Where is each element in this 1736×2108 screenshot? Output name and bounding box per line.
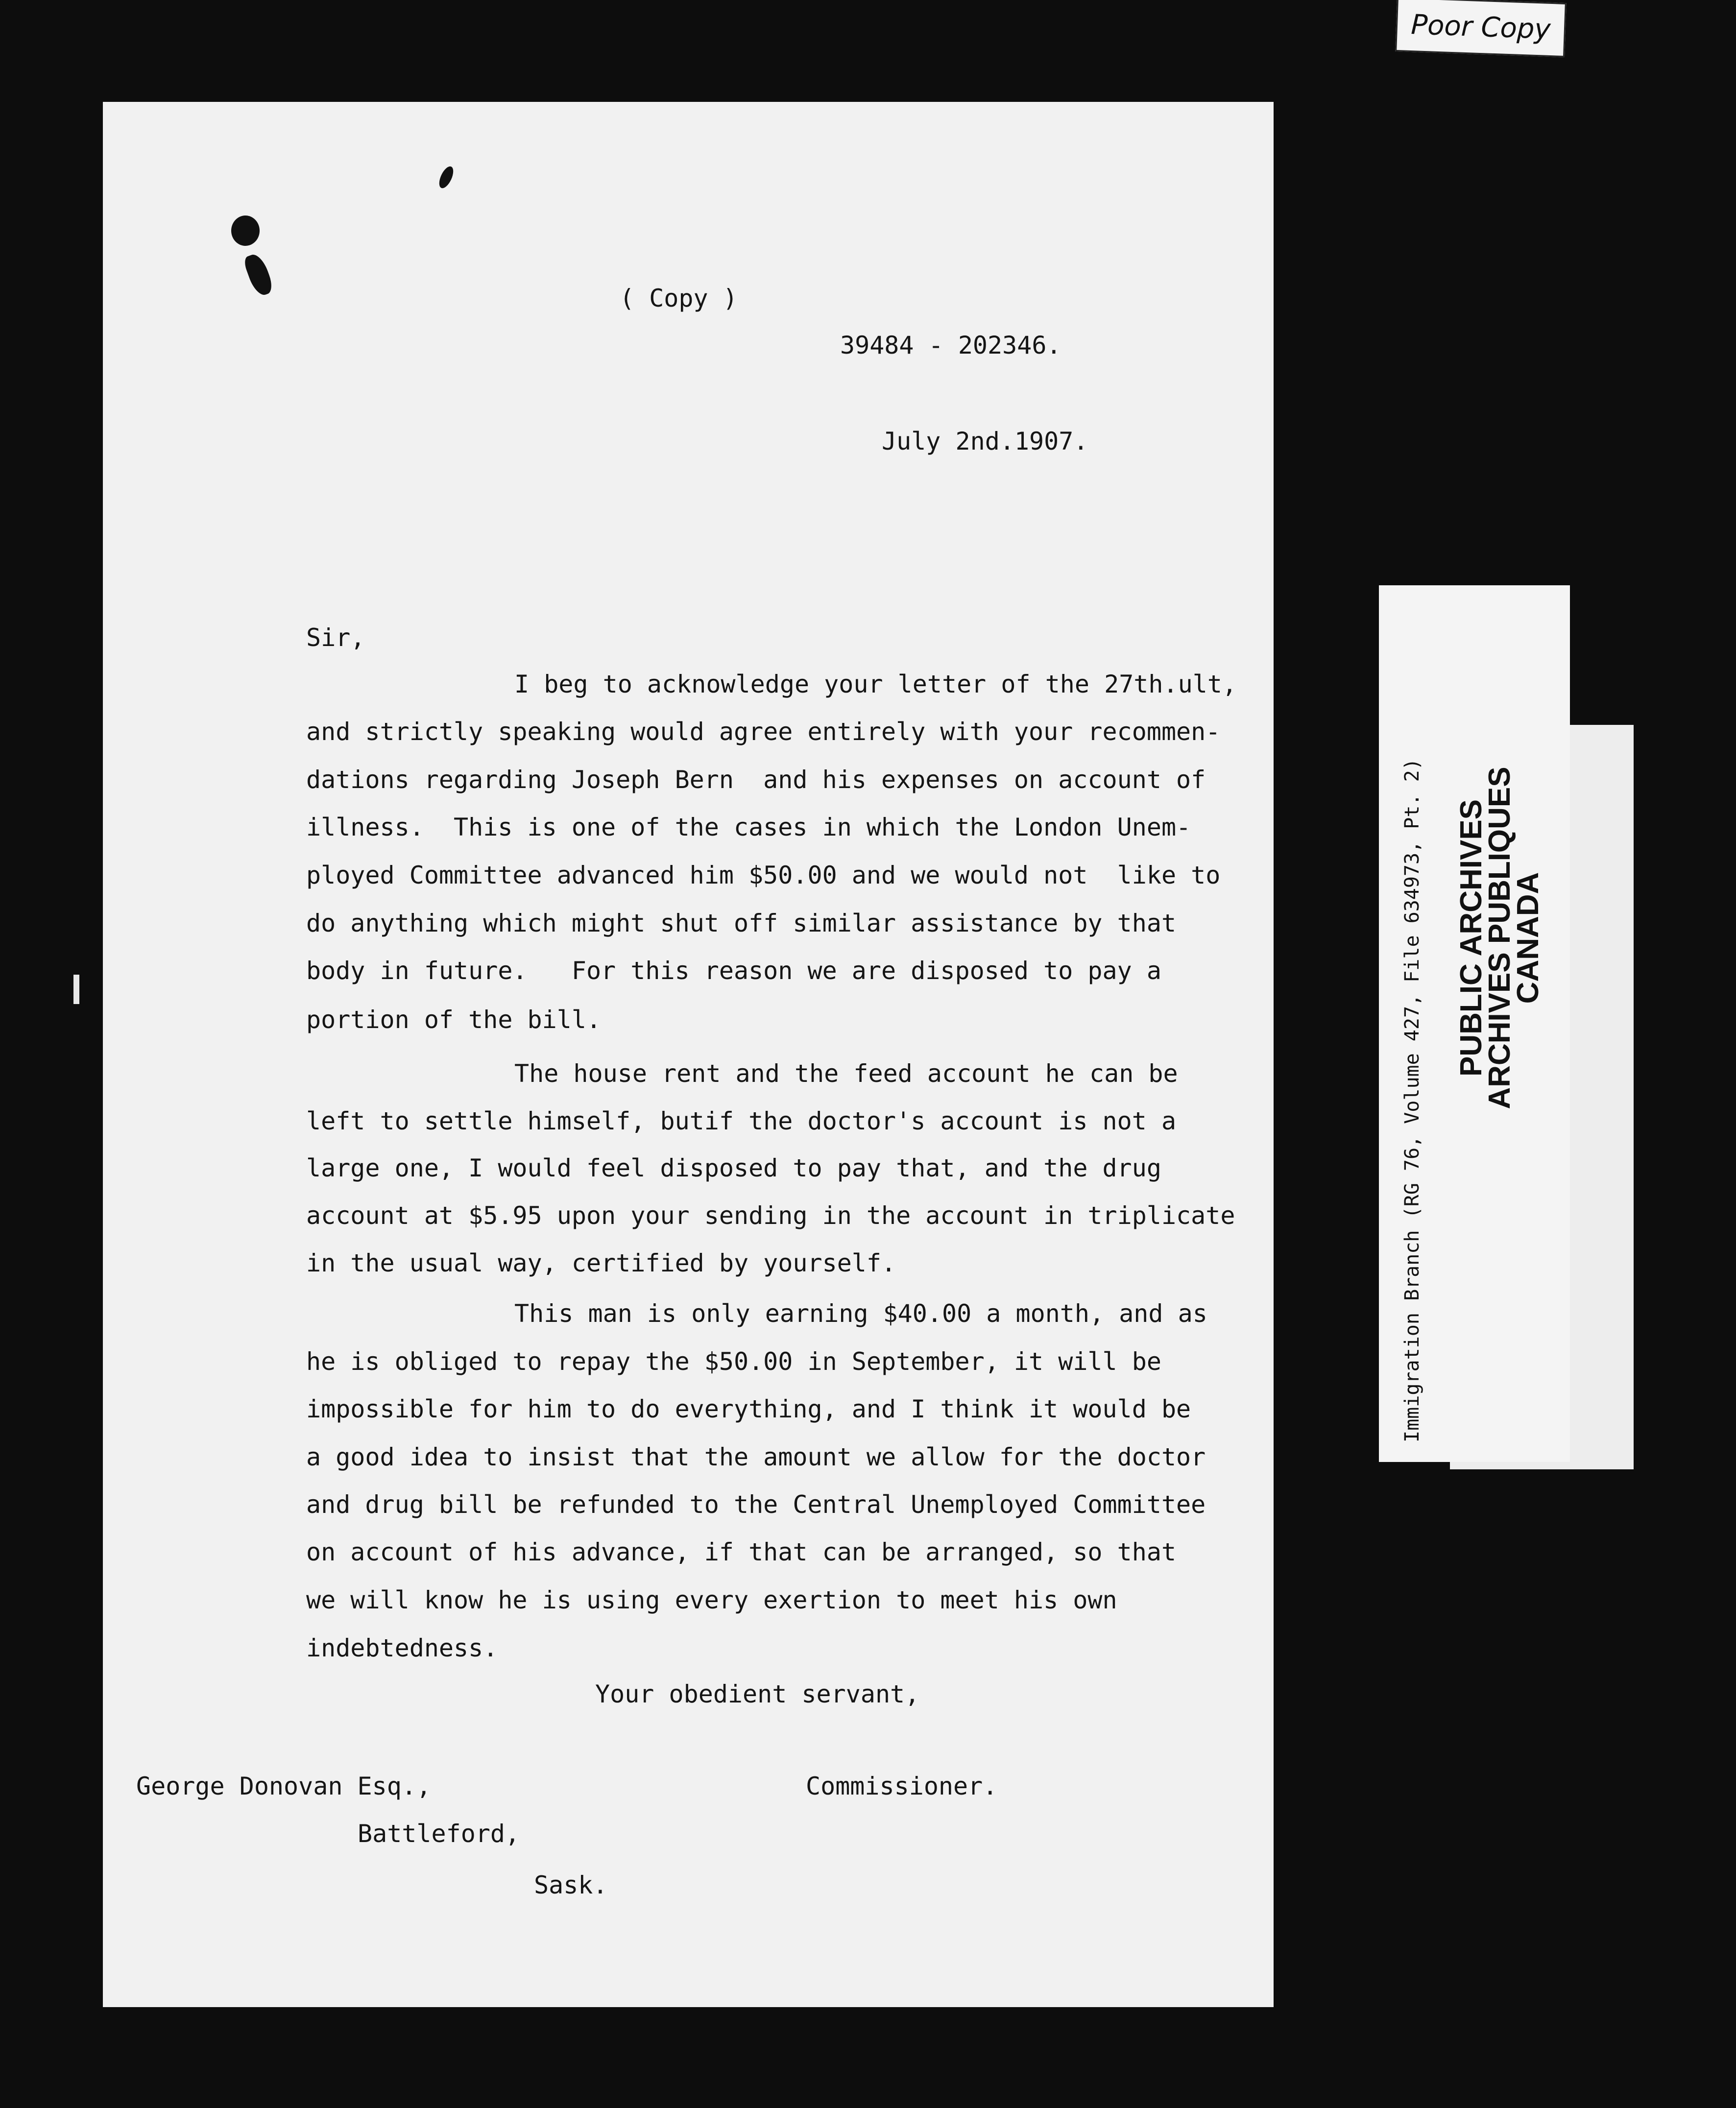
recipient-province: Sask.: [534, 1871, 608, 1899]
archive-stamp-line-2: ARCHIVES PUBLIQUES: [1483, 767, 1517, 1109]
archive-stamp-line-1: PUBLIC ARCHIVES: [1454, 799, 1488, 1077]
ink-blot: [436, 165, 456, 191]
copy-heading: ( Copy ): [620, 284, 738, 312]
archive-stamp-line-3: CANADA: [1511, 872, 1545, 1004]
signature-title: Commissioner.: [806, 1772, 998, 1800]
body-line: we will know he is using every exertion to meet his own: [306, 1586, 1117, 1614]
body-line: portion of the bill.: [306, 1006, 602, 1034]
body-line: This man is only earning $40.00 a month, and as: [514, 1299, 1207, 1328]
body-line: impossible for him to do everything, and I think it would be: [306, 1395, 1191, 1423]
body-line: illness. This is one of the cases in which the London Unem-: [306, 813, 1191, 841]
body-line: in the usual way, certified by yourself.: [306, 1249, 896, 1277]
archive-strip: [1379, 585, 1570, 1462]
letter-date: July 2nd.1907.: [882, 427, 1088, 455]
recipient-name: George Donovan Esq.,: [136, 1772, 432, 1800]
body-line: The house rent and the feed account he can be: [514, 1059, 1178, 1088]
recipient-city: Battleford,: [358, 1820, 520, 1848]
body-line: dations regarding Joseph Bern and his expenses on account of: [306, 766, 1206, 794]
body-line: a good idea to insist that the amount we allow for the doctor: [306, 1443, 1206, 1471]
body-line: and drug bill be refunded to the Central Unemployed Committee: [306, 1490, 1206, 1519]
poor-copy-text: Poor Copy: [1410, 9, 1551, 46]
body-line: on account of his advance, if that can be arranged, so that: [306, 1538, 1177, 1566]
body-line: indebtedness.: [306, 1634, 498, 1662]
body-line: I beg to acknowledge your letter of the 27th.ult,: [514, 670, 1237, 698]
body-line: body in future. For this reason we are disposed to pay a: [306, 957, 1161, 985]
ink-blot: [231, 216, 260, 246]
body-line: he is obliged to repay the $50.00 in September, it will be: [306, 1347, 1161, 1376]
salutation: Sir,: [306, 623, 365, 652]
poor-copy-label: [1395, 0, 1567, 57]
body-line: ployed Committee advanced him $50.00 and we would not like to: [306, 861, 1221, 889]
body-line: and strictly speaking would agree entirely with your recommen-: [306, 718, 1221, 746]
file-number: 39484 - 202346.: [840, 331, 1061, 359]
body-line: large one, I would feel disposed to pay that, and the drug: [306, 1154, 1161, 1182]
archive-citation: Immigration Branch (RG 76, Volume 427, File 634973, Pt. 2): [1401, 758, 1423, 1442]
body-line: account at $5.95 upon your sending in the account in triplicate: [306, 1201, 1235, 1230]
film-edge-mark: [73, 975, 79, 1004]
body-line: left to settle himself, butif the doctor's account is not a: [306, 1107, 1177, 1135]
body-line: do anything which might shut off similar assistance by that: [306, 909, 1177, 937]
letter-page: [103, 102, 1274, 2007]
closing: Your obedient servant,: [595, 1680, 920, 1708]
ink-blot: [242, 252, 275, 298]
